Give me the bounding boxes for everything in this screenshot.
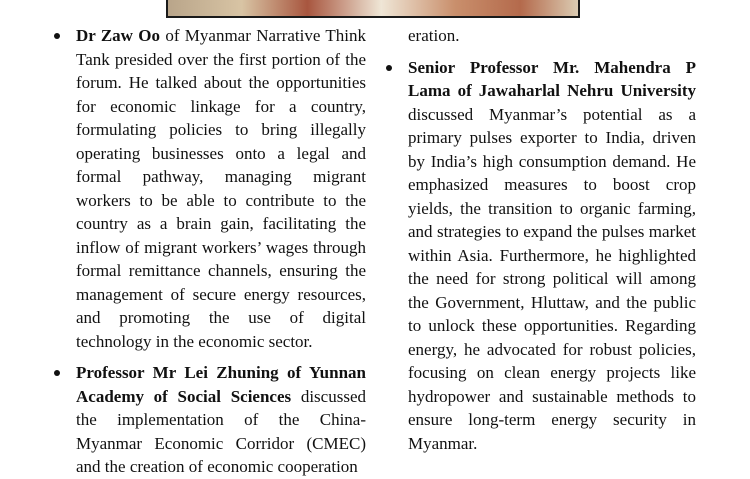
paragraph-body: discussed the implementation of the China-Myanmar Economic Corridor (CMEC) and the creation of economic cooperation bbox=[76, 386, 366, 476]
bullet-icon bbox=[386, 65, 392, 71]
list-item-mahendra-lama bbox=[381, 56, 696, 456]
speaker-name: Professor Mr Lei Zhuning of Yunnan Academy of Social Sciences bbox=[76, 363, 366, 406]
speaker-name: Dr Zaw Oo bbox=[76, 26, 160, 45]
left-bullet-list bbox=[49, 24, 366, 479]
paragraph bbox=[76, 361, 366, 479]
forum-photo bbox=[166, 0, 580, 18]
paragraph bbox=[76, 24, 366, 353]
list-item-zaw-oo bbox=[49, 24, 366, 353]
paragraph-body: of Myanmar Narrative Think Tank presided over the first portion of the forum. He talked about the opportunities for economic linkage for a country, formulating policies to bring illegally operating businesses onto a legal and formal pathway, managing migrant workers to be able to contribute to the country as a brain gain, facilitating the inflow of migrant workers’ wages through formal remittance channels, ensuring the management of secure energy resources, and promoting the use of digital technology in the economic sector. bbox=[76, 26, 367, 351]
bullet-icon bbox=[54, 370, 60, 376]
paragraph bbox=[408, 56, 696, 456]
right-column bbox=[381, 24, 696, 455]
paragraph-body: discussed Myanmar’s potential as a primary pulses exporter to India, driven by India’s high consumption demand. He emphasized measures to boost crop yields, the transition to organic farming, and strategies to expand the pulses market within Asia. Furthermore, he highlighted the need for strong political will among the Government, Hluttaw, and the public to unlock these opportunities. Regarding energy, he advocated for robust policies, focusing on clean energy projects like hydropower and sustainable methods to ensure long-term energy security in Myanmar. bbox=[408, 104, 696, 453]
left-column bbox=[49, 24, 366, 479]
speaker-name: Senior Professor Mr. Mahendra P Lama of Jawaharlal Nehru University bbox=[408, 57, 696, 100]
bullet-icon bbox=[54, 33, 60, 39]
continued-text: eration. bbox=[408, 26, 460, 45]
right-bullet-list bbox=[381, 56, 696, 456]
list-item-lei-zhuning bbox=[49, 361, 366, 479]
